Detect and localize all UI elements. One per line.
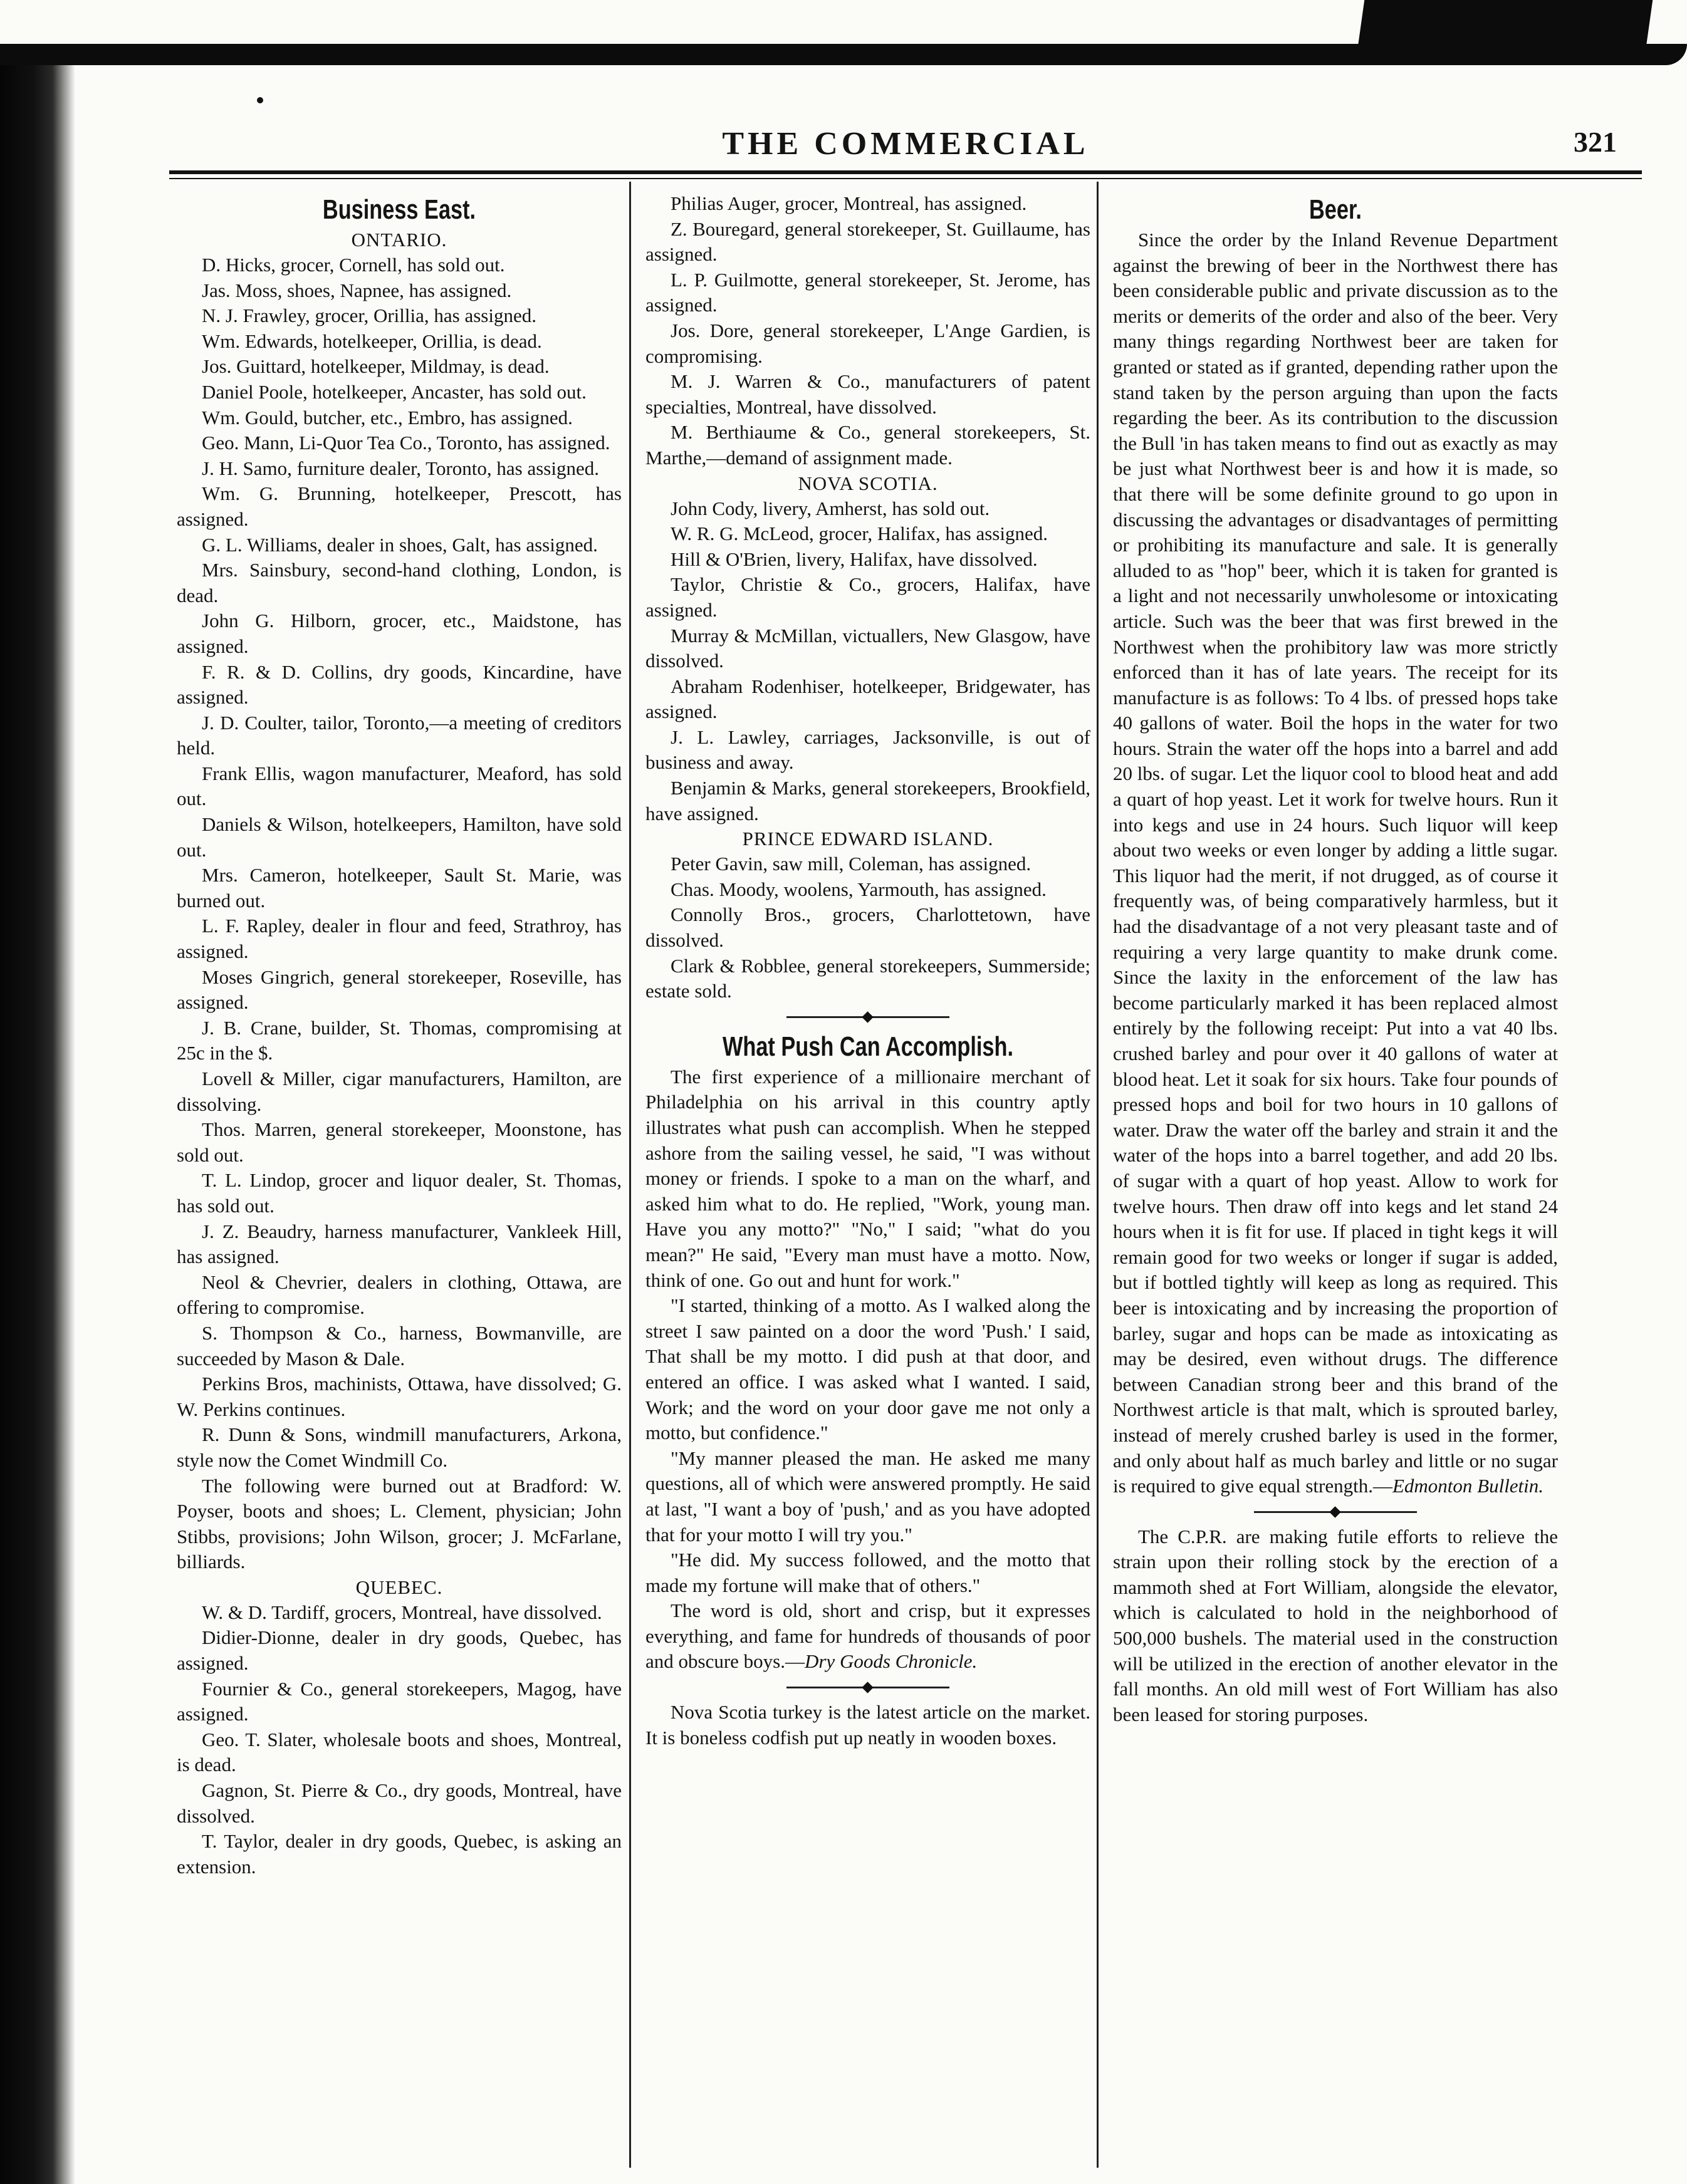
business-notice: Jos. Dore, general storekeeper, L'Ange Gardien, is compromising. — [645, 319, 1090, 367]
business-notice: Jos. Guittard, hotelkeeper, Mildmay, is dead. — [202, 355, 550, 378]
business-notice: Abraham Rodenhiser, hotelkeeper, Bridgewater, has assigned. — [645, 675, 1090, 723]
header-rule-thick — [169, 170, 1642, 174]
article-paragraph: The word is old, short and crisp, but it expresses everything, and fame for hundreds of thousands of poor and obscure boys.—Dry Goods Chronicle. — [645, 1599, 1090, 1673]
business-notice: Neol & Chevrier, dealers in clothing, Ottawa, are offering to compromise. — [177, 1271, 622, 1319]
article-paragraph: "My manner pleased the man. He asked me many questions, all of which were answered promptly. He said at last, "I want a boy of 'push,' and as you have adopted that for your motto I will try you." — [645, 1447, 1090, 1546]
column-2-sections — [645, 191, 1090, 1004]
header-rule-thin — [169, 178, 1642, 179]
business-notice: Wm. Gould, butcher, etc., Embro, has assigned. — [202, 406, 573, 429]
business-notice: Didier-Dionne, dealer in dry goods, Quebec, has assigned. — [177, 1626, 622, 1675]
ink-speck — [257, 97, 263, 103]
business-notice: Wm. G. Brunning, hotelkeeper, Prescott, has assigned. — [177, 482, 622, 530]
business-notice: J. L. Lawley, carriages, Jacksonville, is out of business and away. — [645, 725, 1090, 774]
business-notice: T. L. Lindop, grocer and liquor dealer, St. Thomas, has sold out. — [177, 1169, 622, 1217]
business-notice: S. Thompson & Co., harness, Bowmanville, are succeeded by Mason & Dale. — [177, 1321, 622, 1370]
business-notice: Fournier & Co., general storekeepers, Magog, have assigned. — [177, 1677, 622, 1725]
business-notice: D. Hicks, grocer, Cornell, has sold out. — [202, 254, 505, 276]
column-2 — [645, 191, 1090, 2158]
business-notice: J. D. Coulter, tailor, Toronto,—a meeting of creditors held. — [177, 711, 622, 759]
column-1 — [177, 191, 622, 2158]
source-citation: Edmonton Bulletin. — [1392, 1475, 1544, 1497]
business-notice: Jas. Moss, shoes, Napnee, has assigned. — [202, 279, 512, 301]
business-notice: Benjamin & Marks, general storekeepers, Brookfield, have assigned. — [645, 777, 1090, 824]
source-citation: Dry Goods Chronicle. — [804, 1650, 978, 1673]
business-notice: Daniel Poole, hotelkeeper, Ancaster, has sold out. — [202, 380, 587, 403]
province-subhead: QUEBEC. — [355, 1576, 443, 1598]
business-notice: W. R. G. McLeod, grocer, Halifax, has assigned. — [671, 523, 1048, 545]
article-paragraph: The first experience of a millionaire merchant of Philadelphia on his arrival in this country aptly illustrates what push can accomplish. When he stepped ashore from the sailing vessel, he said, "I was without money or friends. I spoke to a man on the wharf, and asked him what to do. He replied, "Work, young man. Have you any motto?" "No," I said; "what do you mean?" He said, "Every man must have a motto. Now, think of one. Go out and hunt for work." — [645, 1065, 1090, 1291]
beer-article: Since the order by the Inland Revenue Department against the brewing of beer in the Northwest there has been considerable public and private discussion as to the merits or demerits of the order and also of the beer. Very many things regarding Northwest beer are taken for granted or stated as if granted, depending rather upon the stand taken by the person arguing than upon the facts regarding the beer. As its contribution to the discussion the Bull 'in has taken means to find out as exactly as may be just what Northwest beer is and how it is made, so that there will be some definite ground to go upon in discussing the advantages or disadvantages of permitting or prohibiting its manufacture and sale. It is generally alluded to as "hop" beer, which it is taken for granted is a light and not necessarily unwholesome or intoxicating article. Such was the beer that was first brewed in the Northwest when the prohibitory law was more strictly enforced than it has of late years. The receipt for its manufacture is as follows: To 4 lbs. of pressed hops take 40 gallons of water. Boil the hops in the water for two hours. Strain the water off the hops into a barrel and add 20 lbs. of sugar. Let the liquor cool to blood heat and add a quart of hop yeast. Let it work for twelve hours. Run it into kegs and use in 24 hours. Such liquor will keep about two weeks or even longer by adding a little sugar. This liquor had the merit, if not drugged, as of course it frequently was, of being comparatively harmless, but it had the disadvantage of a not very pleasant taste and of requiring a very large quantity to make drunk come. Since the laxity in the enforcement of the law has become particularly marked it has been replaced almost entirely by the following receipt: Put into a vat 40 lbs. crushed barley and pour over it 40 gallons of water at blood heat. Let it soak for six hours. Take four pounds of pressed hops and boil for two hours in 10 gallons of water. Draw the water off the barley and strain it and the water of the hops into a barrel together, and add 20 lbs. of sugar with a quart of hop yeast. Allow to work for twelve hours. Then draw off into kegs and let stand 24 hours when it is fit for use. If placed in tight kegs it will remain good for two weeks or longer if sugar is added, but if bottled tightly will keep as long as required. This beer is intoxicating and by increasing the proportion of barley, sugar and hops can be made as intoxicating as may be desired, even without drugs. The difference between Canadian strong beer and this brand of the Northwest article is that malt, which is sprouted barley, instead of merely crushed barley is used in the former, and only about half as much barley and little or no sugar is required to give equal strength.—Edmonton Bulletin. — [1113, 229, 1558, 1497]
business-notice: Clark & Robblee, general storekeepers, Summerside; estate sold. — [645, 954, 1090, 1002]
business-notice: Perkins Bros, machinists, Ottawa, have dissolved; G. W. Perkins continues. — [177, 1373, 622, 1420]
business-notice: Taylor, Christie & Co., grocers, Halifax, have assigned. — [645, 573, 1090, 621]
section-divider — [645, 1678, 1090, 1696]
beer-heading: Beer. — [1309, 194, 1362, 225]
nova-scotia-turkey-item: Nova Scotia turkey is the latest article on the market. It is boneless codfish put up neatly in wooden boxes. — [645, 1701, 1090, 1749]
business-notice: Hill & O'Brien, livery, Halifax, have dissolved. — [671, 548, 1038, 570]
column-3 — [1113, 191, 1558, 2158]
business-notice: The following were burned out at Bradford: W. Poyser, boots and shoes; L. Clement, physician; John Stibbs, provisions; John Wilson, grocer; J. McFarlane, billiards. — [177, 1474, 622, 1573]
business-notice: F. R. & D. Collins, dry goods, Kincardine, have assigned. — [177, 660, 622, 709]
section-divider — [645, 1008, 1090, 1026]
column-separator-1 — [629, 182, 631, 2168]
business-notice: Philias Auger, grocer, Montreal, has assigned. — [671, 192, 1027, 214]
province-subhead: PRINCE EDWARD ISLAND. — [742, 828, 994, 850]
business-notice: J. H. Samo, furniture dealer, Toronto, has assigned. — [202, 457, 599, 479]
business-notice: G. L. Williams, dealer in shoes, Galt, has assigned. — [202, 533, 598, 556]
business-notice: Daniels & Wilson, hotelkeepers, Hamilton, have sold out. — [177, 813, 622, 861]
business-notice: Chas. Moody, woolens, Yarmouth, has assigned. — [671, 878, 1047, 900]
business-notice: L. F. Rapley, dealer in flour and feed, Strathroy, has assigned. — [177, 915, 622, 963]
business-notice: J. B. Crane, builder, St. Thomas, compromising at 25c in the $. — [177, 1016, 622, 1064]
business-notice: Moses Gingrich, general storekeeper, Roseville, has assigned. — [177, 965, 622, 1014]
page-scan-top-edge — [0, 0, 1687, 69]
page-header — [169, 125, 1642, 163]
business-notice: M. Berthiaume & Co., general storekeepers, St. Marthe,—demand of assignment made. — [645, 421, 1090, 469]
business-notice: John Cody, livery, Amherst, has sold out. — [671, 497, 990, 519]
province-subhead: NOVA SCOTIA. — [798, 472, 938, 494]
business-notice: Frank Ellis, wagon manufacturer, Meaford, has sold out. — [177, 762, 622, 810]
publication-title: THE COMMERCIAL — [722, 126, 1089, 162]
what-push-article — [645, 1064, 1090, 1598]
business-notice: R. Dunn & Sons, windmill manufacturers, Arkona, style now the Comet Windmill Co. — [177, 1423, 622, 1471]
business-notice: Mrs. Sainsbury, second-hand clothing, London, is dead. — [177, 559, 622, 606]
page-binding-shadow — [0, 65, 75, 2184]
business-notice: Geo. Mann, Li-Quor Tea Co., Toronto, has assigned. — [202, 432, 610, 454]
article-paragraph: "I started, thinking of a motto. As I walked along the street I saw painted on a door the word 'Push.' I said, That shall be my motto. I did push at that door, and entered an office. I was asked what I wanted. I said, Work; and the word on your door gave me not only a motto, but confidence." — [645, 1294, 1090, 1444]
business-notice: Thos. Marren, general storekeeper, Moonstone, has sold out. — [177, 1118, 622, 1166]
business-notice: Mrs. Cameron, hotelkeeper, Sault St. Marie, was burned out. — [177, 864, 622, 912]
business-notice: Z. Bouregard, general storekeeper, St. Guillaume, has assigned. — [645, 217, 1090, 266]
business-notice: Gagnon, St. Pierre & Co., dry goods, Montreal, have dissolved. — [177, 1779, 622, 1827]
business-notice: Wm. Edwards, hotelkeeper, Orillia, is dead. — [202, 330, 542, 352]
business-notice: Murray & McMillan, victuallers, New Glasgow, have dissolved. — [645, 624, 1090, 672]
business-notice: N. J. Frawley, grocer, Orillia, has assigned. — [202, 304, 536, 327]
business-notice: T. Taylor, dealer in dry goods, Quebec, is asking an extension. — [177, 1830, 622, 1878]
business-notice: J. Z. Beaudry, harness manufacturer, Vankleek Hill, has assigned. — [177, 1220, 622, 1268]
section-divider — [1113, 1503, 1558, 1521]
province-subhead: ONTARIO. — [351, 229, 447, 251]
business-notice: Connolly Bros., grocers, Charlottetown, have dissolved. — [645, 903, 1090, 952]
business-notice: Geo. T. Slater, wholesale boots and shoes, Montreal, is dead. — [177, 1728, 622, 1776]
business-east-heading: Business East. — [322, 194, 476, 225]
article-paragraph: "He did. My success followed, and the motto that made my fortune will make that of others." — [645, 1549, 1090, 1596]
business-notice: L. P. Guilmotte, general storekeeper, St. Jerome, has assigned. — [645, 268, 1090, 316]
business-notice: John G. Hilborn, grocer, etc., Maidstone, has assigned. — [177, 610, 622, 657]
business-notice: Peter Gavin, saw mill, Coleman, has assigned. — [671, 853, 1032, 875]
cpr-item: The C.P.R. are making futile efforts to relieve the strain upon their rolling stock by the erection of a mammoth shed at Fort William, alongside the elevator, which is calculated to hold in the neighborhood of 500,000 bushels. The material used in the construction will be utilized in the erection of another elevator in the fall months. An old mill west of Fort William has also been leased for storing purposes. — [1113, 1525, 1558, 1725]
column-1-sections — [177, 227, 622, 1880]
page-number: 321 — [1574, 126, 1617, 158]
business-notice: M. J. Warren & Co., manufacturers of patent specialties, Montreal, have dissolved. — [645, 370, 1090, 418]
what-push-heading: What Push Can Accomplish. — [722, 1031, 1014, 1062]
business-notice: W. & D. Tardiff, grocers, Montreal, have dissolved. — [202, 1601, 602, 1623]
column-separator-2 — [1097, 182, 1099, 2168]
business-notice: Lovell & Miller, cigar manufacturers, Hamilton, are dissolving. — [177, 1068, 622, 1115]
